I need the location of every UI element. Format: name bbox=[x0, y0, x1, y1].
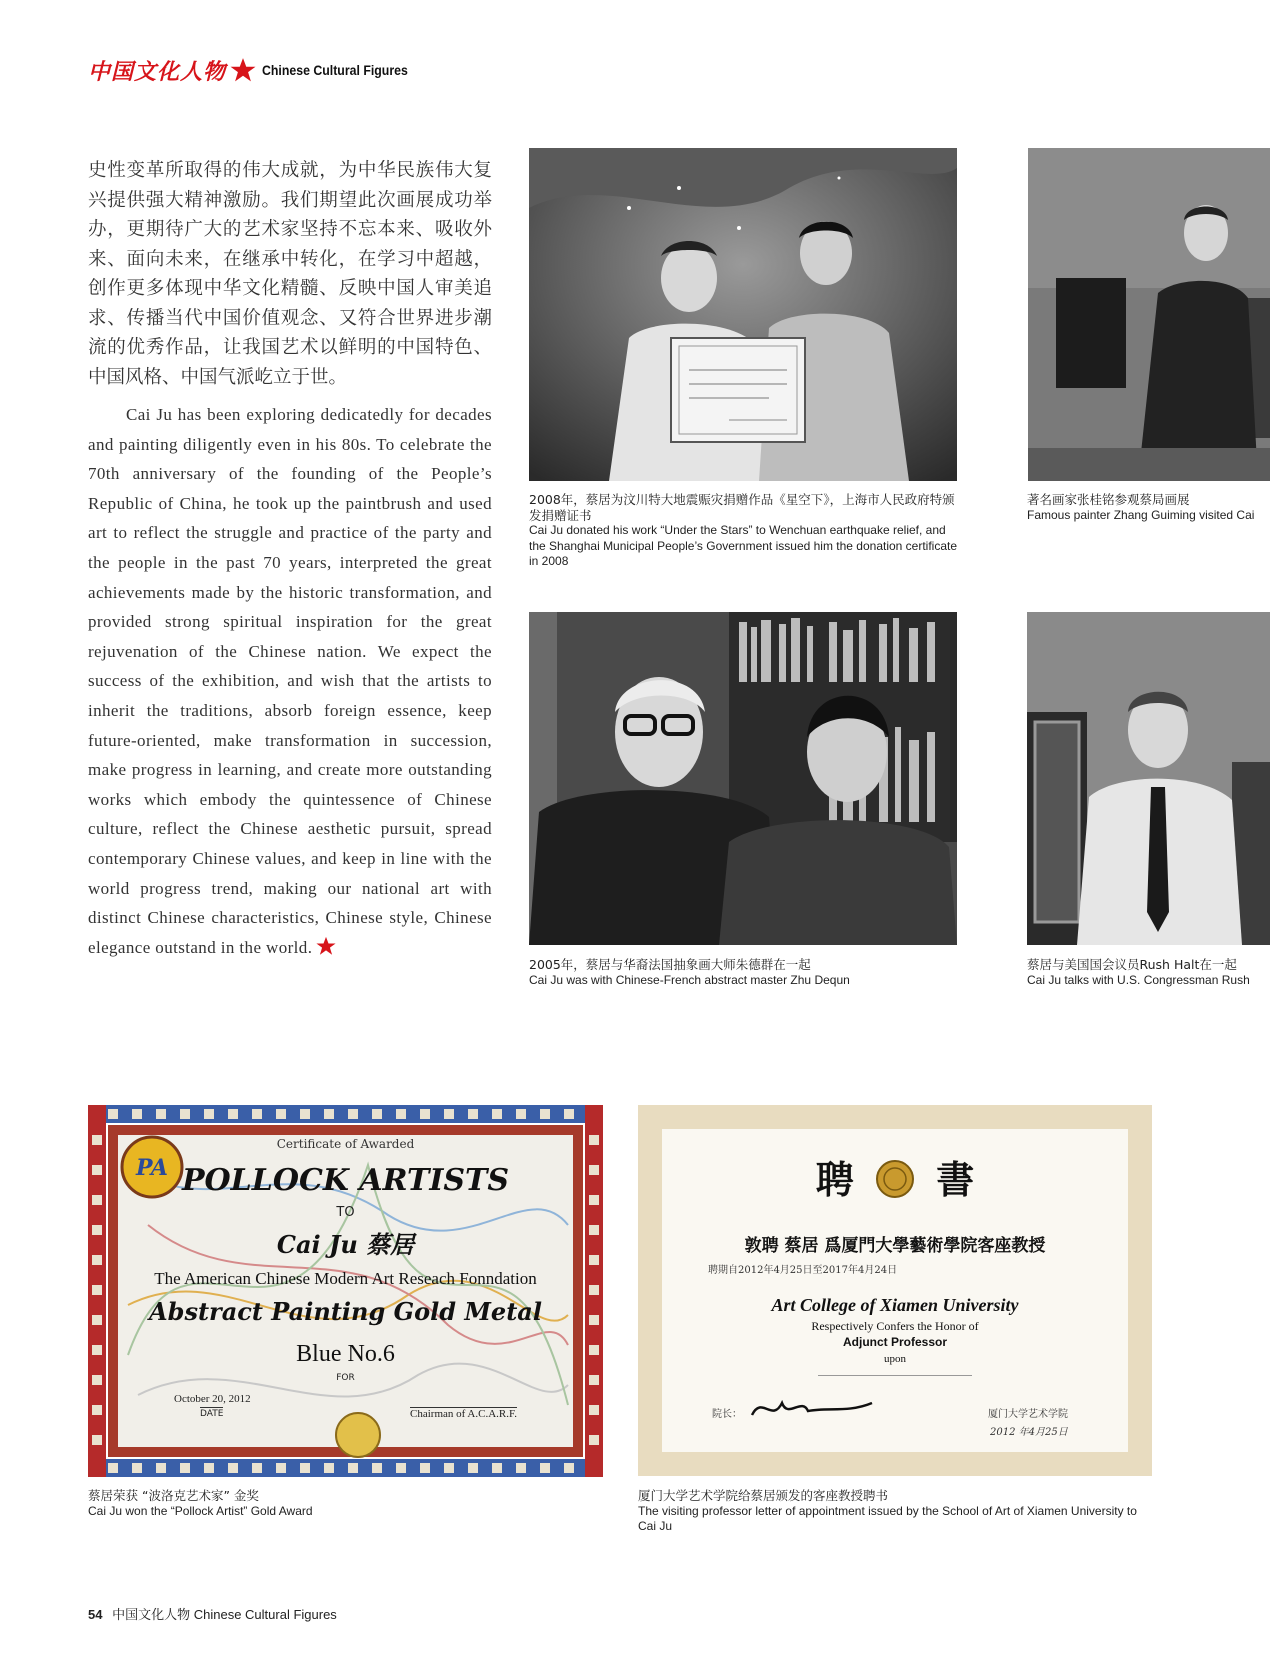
caption-en: Cai Ju donated his work “Under the Stars” to Wenchuan earthquake relief, and the Shanghai Municipal People’s Government issued him the donation certificate in 2008 bbox=[529, 523, 958, 568]
cert-work-title: Blue No.6 bbox=[296, 1341, 395, 1367]
caption-donation bbox=[529, 492, 959, 570]
certificate-xiamen-university bbox=[638, 1105, 1152, 1476]
brand-title-cn: 中国文化人物 bbox=[88, 58, 227, 85]
cert-xm-school: 厦门大学艺术学院 bbox=[988, 1409, 1068, 1420]
cert-title-big: POLLOCK ARTISTS bbox=[181, 1163, 510, 1198]
dean-signature bbox=[748, 1389, 878, 1425]
cert-chairman: Chairman of A.C.A.R.F. bbox=[410, 1408, 517, 1420]
cert-for: FOR bbox=[336, 1373, 355, 1383]
cert-xm-en3: Adjunct Professor bbox=[842, 1335, 947, 1349]
caption-cn: 蔡居荣获 “波洛克艺术家” 金奖 bbox=[88, 1488, 259, 1503]
article-paragraph-en bbox=[88, 400, 492, 962]
caption-cn: 2008年，蔡居为汶川特大地震赈灾捐赠作品《星空下》，上海市人民政府特颁发捐赠证书 bbox=[529, 492, 955, 523]
page-number: 54 bbox=[88, 1607, 103, 1622]
cert-xm-title bbox=[638, 1149, 1152, 1204]
photo-rush-halt bbox=[1027, 612, 1270, 945]
cert-xm-line2: 聘期自2012年4月25日至2017年4月24日 bbox=[708, 1265, 898, 1276]
caption-cn: 蔡居与美国国会议员Rush Halt在一起 bbox=[1027, 957, 1237, 972]
magazine-header bbox=[88, 50, 428, 90]
caption-zhang-guiming bbox=[1027, 492, 1270, 523]
page-footer bbox=[88, 1604, 337, 1623]
cert-xm-dean-label: 院长： bbox=[712, 1409, 742, 1420]
cert-xm-line1: 敦聘 蔡居 爲厦門大學藝術學院客座教授 bbox=[744, 1236, 1046, 1256]
caption-en: Cai Ju was with Chinese-French abstract master Zhu Dequn bbox=[529, 972, 850, 987]
cert-date-label: DATE bbox=[200, 1409, 224, 1419]
caption-xiamen bbox=[638, 1488, 1158, 1535]
cert-xm-en2: Respectively Confers the Honor of bbox=[811, 1319, 979, 1333]
cert-xm-date: 2012 年4月25日 bbox=[990, 1427, 1068, 1438]
photo-zhang-guiming bbox=[1028, 148, 1270, 481]
caption-pollock bbox=[88, 1488, 603, 1519]
cert-award: Abstract Painting Gold Metal bbox=[149, 1297, 542, 1326]
end-mark-star-icon bbox=[316, 936, 336, 956]
cert-xm-title-left: 聘 bbox=[815, 1157, 854, 1202]
caption-cn: 厦门大学艺术学院给蔡居颁发的客座教授聘书 bbox=[638, 1488, 889, 1503]
photo-zhu-dequn bbox=[529, 612, 957, 945]
caption-zhu-dequn bbox=[529, 957, 959, 988]
cert-date: October 20, 2012 bbox=[174, 1393, 251, 1405]
caption-en: Cai Ju won the “Pollock Artist” Gold Award bbox=[88, 1503, 313, 1518]
caption-rush-halt bbox=[1027, 957, 1270, 988]
caption-en: The visiting professor letter of appointment issued by the School of Art of Xiamen University to Cai Ju bbox=[638, 1503, 1137, 1533]
cert-foundation: The American Chinese Modern Art Reseach Fonndation bbox=[154, 1269, 537, 1288]
caption-en: Famous painter Zhang Guiming visited Cai bbox=[1027, 507, 1255, 522]
pa-badge-text: PA bbox=[135, 1155, 168, 1181]
cert-xm-en1: Art College of Xiamen University bbox=[771, 1295, 1019, 1315]
red-star-icon bbox=[230, 57, 256, 83]
article-paragraph-en-text: Cai Ju has been exploring dedicatedly for decades and painting diligently even in his 80s. To celebrate the 70th anniversary of the founding of the People’s Republic of China, he took up the paintbrush and used art to reflect the struggle and practice of the party and the people in the past 70 years, interpreted the great achievements made by the historic transformation, and provided strong spiritual inspiration for the great rejuvenation of the Chinese nation. We expect the success of the exhibition, and wish that the artists to inherit the traditions, absorb foreign essence, keep future-oriented, make transformation in succession, make progress in learning, and create more outstanding works which embody the quintessence of Chinese culture, reflect the Chinese aesthetic pursuit, spread contemporary Chinese values, and keep in line with the world progress trend, making our national art with distinct Chinese characteristics, Chinese style, Chinese elegance outstand in the world. bbox=[88, 405, 492, 957]
caption-cn: 2005年，蔡居与华裔法国抽象画大师朱德群在一起 bbox=[529, 957, 811, 972]
cert-to: TO bbox=[336, 1205, 355, 1220]
brand-title-en: Chinese Cultural Figures bbox=[262, 62, 408, 78]
article-paragraph-cn: 史性变革所取得的伟大成就，为中华民族伟大复兴提供强大精神激励。我们期望此次画展成功举办，更期待广大的艺术家坚持不忘本来、吸收外来、面向未来，在继承中转化，在学习中超越，创作更多体现中华文化精髓、反映中国人审美追求、传播当代中国价值观念、又符合世界进步潮流的优秀作品，让我国艺术以鲜明的中国特色、中国风格、中国气派屹立于世。 bbox=[88, 160, 492, 388]
caption-cn: 著名画家张桂铭参观蔡局画展 bbox=[1027, 492, 1190, 507]
caption-en: Cai Ju talks with U.S. Congressman Rush bbox=[1027, 972, 1250, 987]
certificate-pollock-artists bbox=[88, 1105, 603, 1477]
university-seal-icon bbox=[875, 1159, 915, 1199]
cert-xm-divider bbox=[818, 1375, 972, 1376]
footer-title-en: Chinese Cultural Figures bbox=[193, 1607, 337, 1622]
cert-title-small: Certificate of Awarded bbox=[276, 1137, 415, 1151]
photo-donation-certificate bbox=[529, 148, 957, 481]
cert-recipient-name: Cai Ju 蔡居 bbox=[276, 1230, 415, 1259]
article-text-column bbox=[88, 156, 492, 962]
cert-xm-en4: upon bbox=[884, 1353, 906, 1365]
cert-xm-title-right: 書 bbox=[936, 1157, 975, 1202]
footer-title-cn: 中国文化人物 bbox=[112, 1608, 191, 1623]
